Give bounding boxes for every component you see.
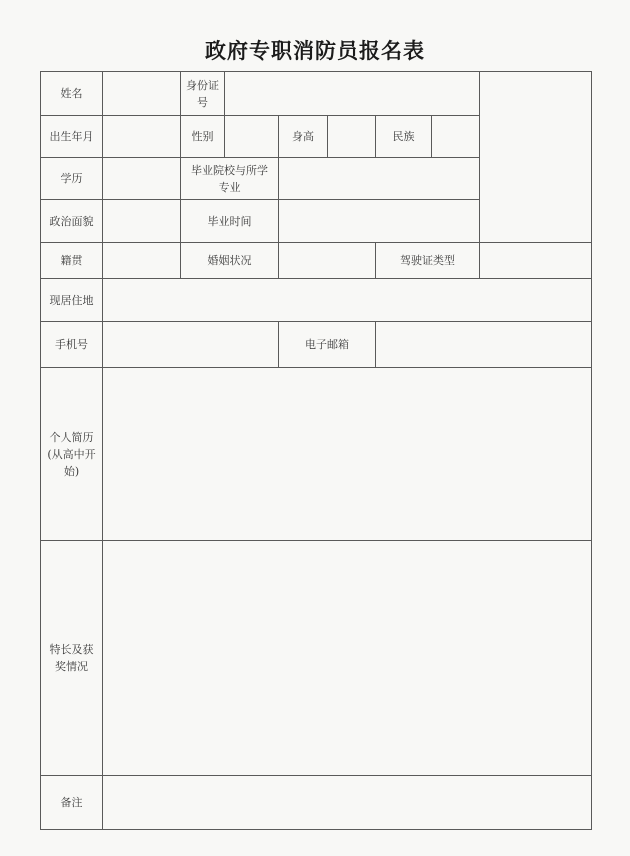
- label-name: 姓名: [41, 72, 103, 116]
- name-field[interactable]: [103, 72, 181, 116]
- label-license-type: 驾驶证类型: [376, 243, 480, 279]
- label-school-major: 毕业院校与所学专业: [181, 158, 279, 200]
- label-height: 身高: [279, 116, 328, 158]
- height-field[interactable]: [328, 116, 376, 158]
- skills-awards-field[interactable]: [103, 541, 592, 776]
- label-id-number: 身份证号: [181, 72, 225, 116]
- school-major-field[interactable]: [279, 158, 480, 200]
- label-political-status: 政治面貌: [41, 200, 103, 243]
- label-birth: 出生年月: [41, 116, 103, 158]
- id-number-field[interactable]: [225, 72, 480, 116]
- birth-field[interactable]: [103, 116, 181, 158]
- current-address-field[interactable]: [103, 279, 592, 322]
- remarks-field[interactable]: [103, 776, 592, 830]
- registration-table: [40, 71, 592, 830]
- label-native-place: 籍贯: [41, 243, 103, 279]
- label-gender: 性别: [181, 116, 225, 158]
- resume-field[interactable]: [103, 368, 592, 541]
- form-title: 政府专职消防员报名表: [205, 38, 425, 63]
- label-marital-status: 婚姻状况: [181, 243, 279, 279]
- education-field[interactable]: [103, 158, 181, 200]
- label-resume: 个人简历(从高中开始): [41, 368, 103, 541]
- political-status-field[interactable]: [103, 200, 181, 243]
- marital-status-field[interactable]: [279, 243, 376, 279]
- label-ethnicity: 民族: [376, 116, 432, 158]
- gender-field[interactable]: [225, 116, 279, 158]
- label-education: 学历: [41, 158, 103, 200]
- label-phone: 手机号: [41, 322, 103, 368]
- photo-area[interactable]: [480, 72, 592, 243]
- license-type-field[interactable]: [480, 243, 592, 279]
- label-current-address: 现居住地: [41, 279, 103, 322]
- ethnicity-field[interactable]: [432, 116, 480, 158]
- native-place-field[interactable]: [103, 243, 181, 279]
- label-email: 电子邮箱: [279, 322, 376, 368]
- label-skills-awards: 特长及获奖情况: [41, 541, 103, 776]
- label-remarks: 备注: [41, 776, 103, 830]
- email-field[interactable]: [376, 322, 592, 368]
- graduation-time-field[interactable]: [279, 200, 480, 243]
- label-graduation-time: 毕业时间: [181, 200, 279, 243]
- phone-field[interactable]: [103, 322, 279, 368]
